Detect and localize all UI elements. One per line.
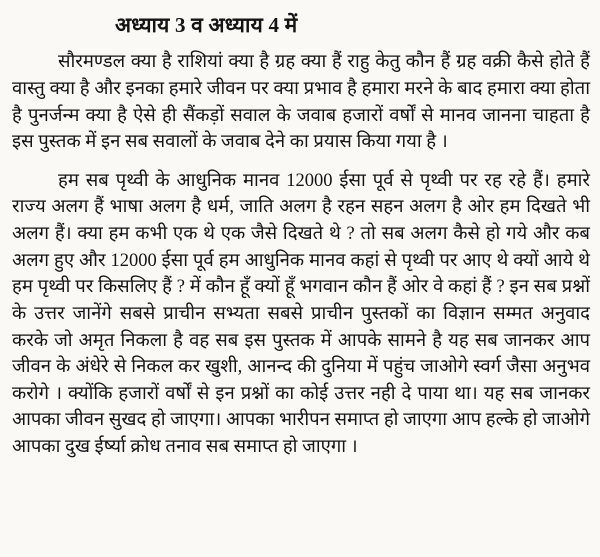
chapter-heading: अध्याय 3 व अध्याय 4 में (115, 13, 298, 37)
paragraph-body: हम सब पृथ्वी के आधुनिक मानव 12000 ईसा पूर्व से पृथ्वी पर रह रहे हैं। हमारे राज्य अलग हैं भाषा अलग है धर्म, जाति अलग है रहन सहन अलग है ओर हम दिखते भी अलग हैं। क्या हम कभी एक थे एक जैसे दिखते थे ? तो सब अलग कैसे हो गये और कब अलग हुए और 12000 ईसा पूर्व हम आधुनिक मानव कहां से पृथ्वी पर आए थे क्यों आये थे हम पृथ्वी पर किसलिए हैं ? में कौन हूँ क्यों हूँ भगवान कौन हैं ओर वे कहां हैं ? इन सब प्रश्नों के उत्तर जानेंगे सबसे प्राचीन सभ्यता सबसे प्राचीन पुस्तकों का विज्ञान सम्मत अनुवाद करके जो अमृत निकला है वह सब इस पुस्तक में आपके सामने है यह सब जानकर आप जीवन के अंधेरे से निकल कर खुशी, आनन्द की दुनिया में पहुंच जाओगे स्वर्ग जैसा अनुभव करोगे । क्योंकि हजारों वर्षों से इन प्रश्नों का कोई उत्तर नही दे पाया था। यह सब जानकर आपका जीवन सुखद हो जाएगा। आपका भारीपन समाप्त हो जाएगा आप हल्के हो जाओगे आपका दुख ईर्ष्या क्रोध तनाव सब समाप्त हो जाएगा । (12, 170, 590, 458)
paragraph-intro: सौरमण्डल क्या है राशियां क्या है ग्रह क्या हैं राहु केतु कौन हैं ग्रह वक्री कैसे होते हैं वास्तु क्या है और इनका हमारे जीवन पर क्या प्रभाव है हमारा मरने के बाद हमारा क्या होता है पुनर्जन्म क्या है ऐसे ही सैंकड़ों सवाल के जवाब हजारों वर्षों से मानव जानना चाहता है इस पुस्तक में इन सब सवालों के जवाब देने का प्रयास किया गया है । (12, 52, 590, 153)
